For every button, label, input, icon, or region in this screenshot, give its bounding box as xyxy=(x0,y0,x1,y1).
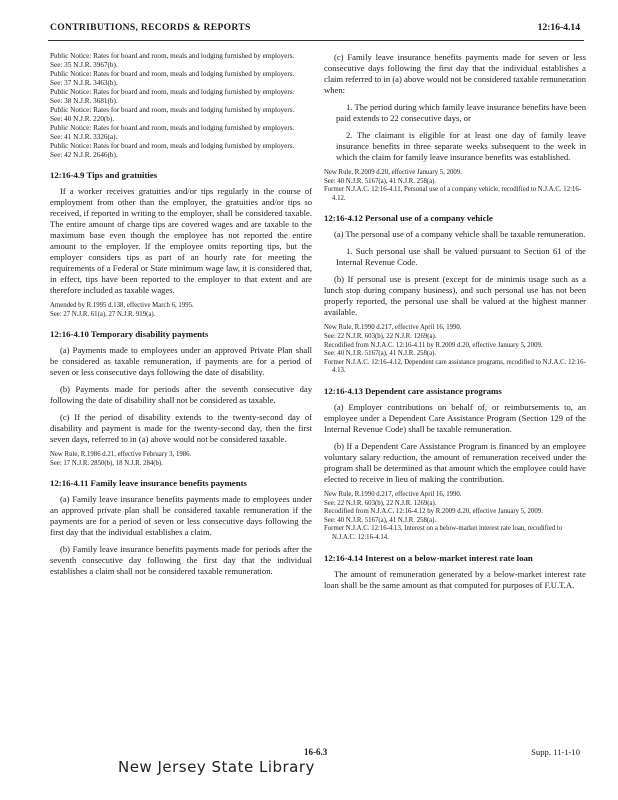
public-notices xyxy=(50,52,312,160)
section-4-9-body: If a worker receives gratuities and/or tips regularly in the course of employment from other than the employer, the gratuities and/or tips so received, if reported in writing to the employer, shall be considered taxable. The entire amount of charge tips are covered wages and are taxable to the maximum base even though the employee has not reported the entire amount to the employer. If the employee omits reporting tips, but the employer considers tips as part of an hourly rate for meeting the requirements of a Federal or State minimum wage law, it is considered that, in effect, tips have been reported to the employer to that extent and are therefore included as taxable wages. xyxy=(50,186,312,295)
section-4-10-para-b: (b) Payments made for periods after the seventh consecutive day following the date of disability shall not be considered as taxable. xyxy=(50,384,312,406)
notice-citation: See: 37 N.J.R. 3463(b). xyxy=(50,79,118,87)
history-line: See: 40 N.J.R. 5167(a), 41 N.J.R. 258(a). xyxy=(324,177,437,185)
history-line: See: 27 N.J.R. 61(a), 27 N.J.R. 919(a). xyxy=(50,310,156,318)
section-4-11-item-2: 2. The claimant is eligible for at least one day of family leave insurance benefits in three separate weeks subsequent to the week in which the claim for family leave insurance benefits was established. xyxy=(336,130,586,162)
section-4-13-para-a: (a) Employer contributions on behalf of, or reimbursements to, an employee under a Dependent Care Assistance Program (Section 129 of the Internal Revenue Code) shall be taxable remuneration. xyxy=(324,401,586,434)
section-heading-4-14: 12:16-4.14 Interest on a below-market interest rate loan xyxy=(324,552,533,563)
section-4-11-para-b: (b) Family leave insurance benefits payments made for periods after the seventh consecutive day following the first day that the individual establishes a claim shall not be considered taxable remuneration. xyxy=(50,544,312,577)
history-line: New Rule, R.1990 d.217, effective April 16, 1990. xyxy=(324,324,462,332)
history-line: Former N.J.A.C. 12:16-4.11, Personal use of a company vehicle, recodified to N.J.A.C. 12:16-4.12. xyxy=(324,186,582,202)
history-line: Former N.J.A.C. 12:16-4.13, Interest on a below-market interest rate loan, recodified to N.J.A.C. 12:16-4.14. xyxy=(324,525,563,541)
section-heading-4-12: 12:16-4.12 Personal use of a company vehicle xyxy=(324,213,493,224)
notice-citation: See: 40 N.J.R. 220(b). xyxy=(50,115,115,123)
right-column xyxy=(324,52,586,597)
section-4-12-history xyxy=(324,324,586,376)
notice-citation: See: 42 N.J.R. 2646(b). xyxy=(50,151,118,159)
history-line: New Rule, R.1990 d.217, effective April 16, 1990. xyxy=(324,490,462,498)
supplement-date: Supp. 11-1-10 xyxy=(531,747,580,757)
history-line: New Rule, R.2009 d.20, effective January 5, 2009. xyxy=(324,169,462,176)
history-line: New Rule, R.1986 d.21, effective February 3, 1986. xyxy=(50,451,192,459)
section-4-10-history xyxy=(50,451,312,468)
history-line: Recodified from N.J.A.C. 12:16-4.11 by R.2009 d.20, effective January 5, 2009. xyxy=(324,341,543,349)
public-notice: Public Notice: Rates for board and room, meals and lodging furnished by employers. xyxy=(50,88,295,96)
history-line: Former N.J.A.C. 12:16-4.12, Dependent care assistance programs, recodified to N.J.A.C. 12:16-4.13. xyxy=(324,358,586,375)
section-4-11-history xyxy=(324,169,586,203)
section-heading-4-10: 12:16-4.10 Temporary disability payments xyxy=(50,329,209,340)
left-column xyxy=(50,52,312,583)
section-4-9-history xyxy=(50,302,312,319)
history-line: See: 22 N.J.R. 603(b), 22 N.J.R. 1269(a). xyxy=(324,499,437,507)
history-line: See: 22 N.J.R. 603(b), 22 N.J.R. 1269(a). xyxy=(324,332,437,340)
section-4-12-para-b: (b) If personal use is present (except for de minimis usage such as a lunch stop during company business), and such personal use has not been properly reported, the personal use shall be valued at the highest manner available. xyxy=(324,274,586,318)
public-notice: Public Notice: Rates for board and room, meals and lodging furnished by employers. xyxy=(50,142,295,150)
history-line: Recodified from N.J.A.C. 12:16-4.12 by R.2009 d.20, effective January 5, 2009. xyxy=(324,508,543,516)
section-4-14-body: The amount of remuneration generated by a below-market interest rate loan shall be the same amount as that computed for purposes of F.U.T.A. xyxy=(324,568,586,590)
section-4-12-para-a: (a) The personal use of a company vehicle shall be taxable remuneration. xyxy=(334,229,586,240)
section-4-13-history xyxy=(324,491,586,543)
section-4-12-item-1: 1. Such personal use shall be valued pursuant to Section 61 of the Internal Revenue Code. xyxy=(336,246,586,268)
library-watermark: New Jersey State Library xyxy=(118,758,315,776)
header-rule xyxy=(48,40,584,41)
section-heading-4-11: 12:16-4.11 Family leave insurance benefits payments xyxy=(50,478,247,489)
section-4-11-item-1: 1. The period during which family leave insurance benefits have been paid extends to 22 consecutive days, or xyxy=(336,102,586,123)
history-line: Amended by R.1995 d.138, effective March 6, 1995. xyxy=(50,302,194,309)
history-line: See: 40 N.J.R. 5167(a), 41 N.J.R. 258(a). xyxy=(324,516,437,524)
section-4-10-para-c: (c) If the period of disability extends to the twenty-second day of disability and payment is made for the twenty-second day, then the first seven days, referred to in (a) above would not be considered taxable. xyxy=(50,412,312,445)
public-notice: Public Notice: Rates for board and room, meals and lodging furnished by employers. xyxy=(50,70,295,78)
public-notice: Public Notice: Rates for board and room, meals and lodging furnished by employers. xyxy=(50,106,295,114)
section-4-10-para-a: (a) Payments made to employees under an approved Private Plan shall be considered as taxable remuneration, if payments are for a period of seven or less consecutive days following the date of disability. xyxy=(50,345,312,378)
notice-citation: See: 38 N.J.R. 3681(b). xyxy=(50,97,118,105)
public-notice: Public Notice: Rates for board and room, meals and lodging furnished by employers. xyxy=(50,124,295,132)
running-header-section: 12:16-4.14 xyxy=(537,22,580,33)
page-number: 16-6.3 xyxy=(304,747,328,757)
public-notice: Public Notice: Rates for board and room, meals and lodging furnished by employers. xyxy=(50,52,295,60)
section-4-11-para-c: (c) Family leave insurance benefits payments made for seven or less consecutive days following the first day that the individual establishes a claim referred to in (a) above would not be considered taxable remuneration when: xyxy=(324,52,586,95)
history-line: See: 40 N.J.R. 5167(a), 41 N.J.R. 258(a). xyxy=(324,350,437,358)
notice-citation: See: 41 N.J.R. 3326(a). xyxy=(50,133,118,141)
history-line: See: 17 N.J.R. 2850(b), 18 N.J.R. 284(b). xyxy=(50,459,163,467)
section-heading-4-9: 12:16-4.9 Tips and gratuities xyxy=(50,170,158,180)
section-4-13-para-b: (b) If a Dependent Care Assistance Program is financed by an employee voluntary salary reduction, the amount of remuneration received under the program shall be determined as that amount which the employee could have elected to receive in lieu of making the contribution. xyxy=(324,440,586,484)
running-header-title: CONTRIBUTIONS, RECORDS & REPORTS xyxy=(50,22,251,33)
section-heading-4-13: 12:16-4.13 Dependent care assistance programs xyxy=(324,385,502,396)
section-4-11-para-a: (a) Family leave insurance benefits payments made to employees under an approved private plan shall be considered taxable remuneration if the payments are for a period of seven or less consecutive days following the first day that the individual establishes a claim. xyxy=(50,494,312,538)
notice-citation: See: 35 N.J.R. 3967(b). xyxy=(50,61,118,69)
